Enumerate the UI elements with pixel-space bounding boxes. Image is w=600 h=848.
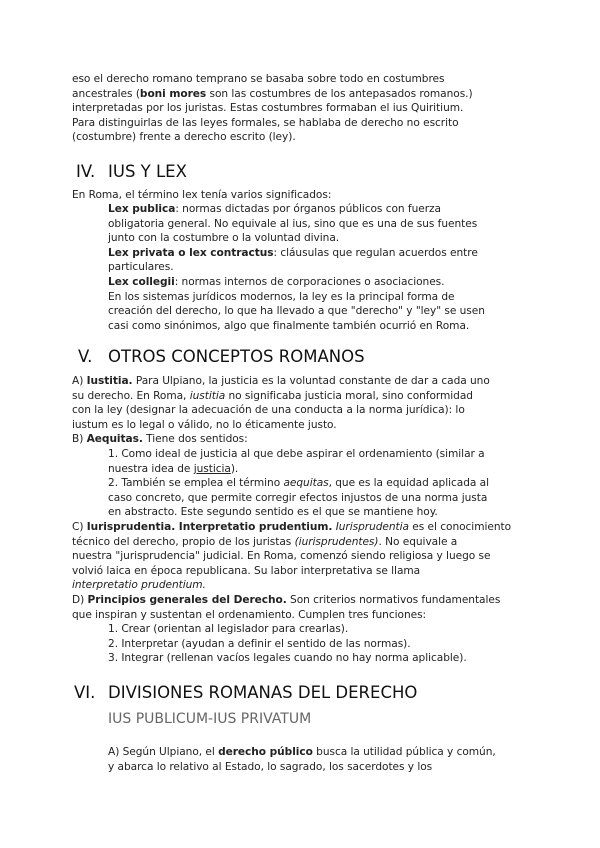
text-line: que inspiran y sustentan el ordenamiento. Cumplen tres funciones: [72,608,427,621]
text-line: volvió laica en época republicana. Su labor interpretativa se llama [72,564,421,577]
text-line: D) Principios generales del Derecho. Son criterios normativos fundamentales [72,593,501,606]
intro-line: interpretadas por los juristas. Estas costumbres formaban el ius Quiritium. [72,102,464,115]
aequitas-term: Aequitas. [86,433,143,446]
lex-privata-line: particulares. [108,261,174,274]
section-iv-lead: En Roma, el término lex tenía varios significados: [72,189,332,201]
principios-functions-list [108,622,548,666]
text-line: caso concreto, que permite corregir efectos injustos de una norma justa [108,491,488,504]
text-line: con la ley (designar la adecuación de una conducta a la norma jurídica): lo [72,404,465,417]
lex-publica-line: obligatoria general. No equivale al ius, sino que es una de sus fuentes [108,217,478,230]
section-title: IUS Y LEX [108,162,187,181]
modern-systems-line: En los sistemas jurídicos modernos, la ley es la principal forma de [108,290,455,303]
modern-systems-line: creación del derecho, lo que ha llevado a que "derecho" y "ley" se usen [108,305,485,318]
text-line: 1. Como ideal de justicia al que debe aspirar el ordenamiento (similar a [108,448,485,460]
lex-privata-term: Lex privata o lex contractus [108,246,274,259]
text-line: y abarca lo relativo al Estado, lo sagrado, los sacerdotes y los [108,760,433,773]
text-line: iustum es lo legal o válido, no lo éticamente justo. [72,418,337,431]
lex-definitions [108,202,528,333]
modern-systems-line: casi como sinónimos, algo que finalmente también ocurrió en Roma. [108,319,470,332]
text-line: A) Según Ulpiano, el derecho público busca la utilidad pública y común, [108,746,496,758]
intro-line: ancestrales (boni mores son las costumbres de los antepasados romanos.) [72,87,473,100]
text-line: en abstracto. Este segundo sentido es el que se mantiene hoy. [108,506,438,519]
derecho-publico-term: derecho público [218,746,313,758]
section-title: DIVISIONES ROMANAS DEL DERECHO [108,683,418,702]
text-line: C) Iurisprudentia. Interpretatio prudentium. Iurisprudentia es el conocimiento [72,521,512,533]
text-line: nuestra idea de justicia). [108,462,239,475]
principios-term: Principios generales del Derecho. [87,593,287,606]
section-number: VI. [74,683,96,702]
intro-line: eso el derecho romano temprano se basaba sobre todo en costumbres [72,73,445,85]
lex-privata-line: Lex privata o lex contractus: cláusulas que regulan acuerdos entre [108,246,478,259]
section-number: V. [78,347,93,366]
text-line: B) Aequitas. Tiene dos sentidos: [72,433,248,446]
intro-line: Para distinguirlas de las leyes formales, se hablaba de derecho no escrito [72,116,459,129]
intro-line: (costumbre) frente a derecho escrito (ley). [72,131,296,144]
text-line: 2. También se emplea el término aequitas, que es la equidad aplicada al [108,477,489,490]
text-line: nuestra "jurisprudencia" judicial. En Roma, comenzó siendo religiosa y luego se [72,550,491,563]
text-line: interpretatio prudentium. [72,579,206,592]
lex-publica-term: Lex publica [108,203,176,215]
text-line: su derecho. En Roma, iustitia no significaba justicia moral, sino conformidad [72,389,473,402]
section-vi-subtitle: IUS PUBLICUM-IUS PRIVATUM [108,711,312,727]
iurisprudentia-paragraph [72,520,552,622]
boni-mores-term: boni mores [139,87,207,100]
section-v-heading [78,347,365,367]
list-item: 1. Crear (orientan al legislador para crearlas). [108,623,349,635]
text-line: A) Iustitia. Para Ulpiano, la justicia es la voluntad constante de dar a cada uno [72,375,490,387]
lex-collegii-term: Lex collegii [108,275,175,288]
iustitia-paragraph [72,374,542,447]
derecho-publico-paragraph [108,745,548,774]
section-iv-heading [76,162,187,182]
iurisprudentia-term: Iurisprudentia. Interpretatio prudentium. [86,521,333,533]
section-vi-heading [74,683,417,703]
iustitia-term: Iustitia. [86,375,133,387]
list-item: 2. Interpretar (ayudan a definir el sentido de las normas). [108,637,411,650]
list-item: 3. Integrar (rellenan vacíos legales cuando no hay norma aplicable). [108,652,467,665]
section-number: IV. [76,162,96,181]
lex-collegii-line: Lex collegii: normas internos de corporaciones o asociaciones. [108,275,445,288]
lex-publica-line: junto con la costumbre o la voluntad divina. [108,232,340,245]
lex-publica-line: Lex publica: normas dictadas por órganos públicos con fuerza [108,203,441,215]
section-title: OTROS CONCEPTOS ROMANOS [108,347,365,366]
text-line: técnico del derecho, propio de los juristas (iurisprudentes). No equivale a [72,535,458,548]
aequitas-senses [108,447,548,520]
intro-paragraph [72,72,532,145]
